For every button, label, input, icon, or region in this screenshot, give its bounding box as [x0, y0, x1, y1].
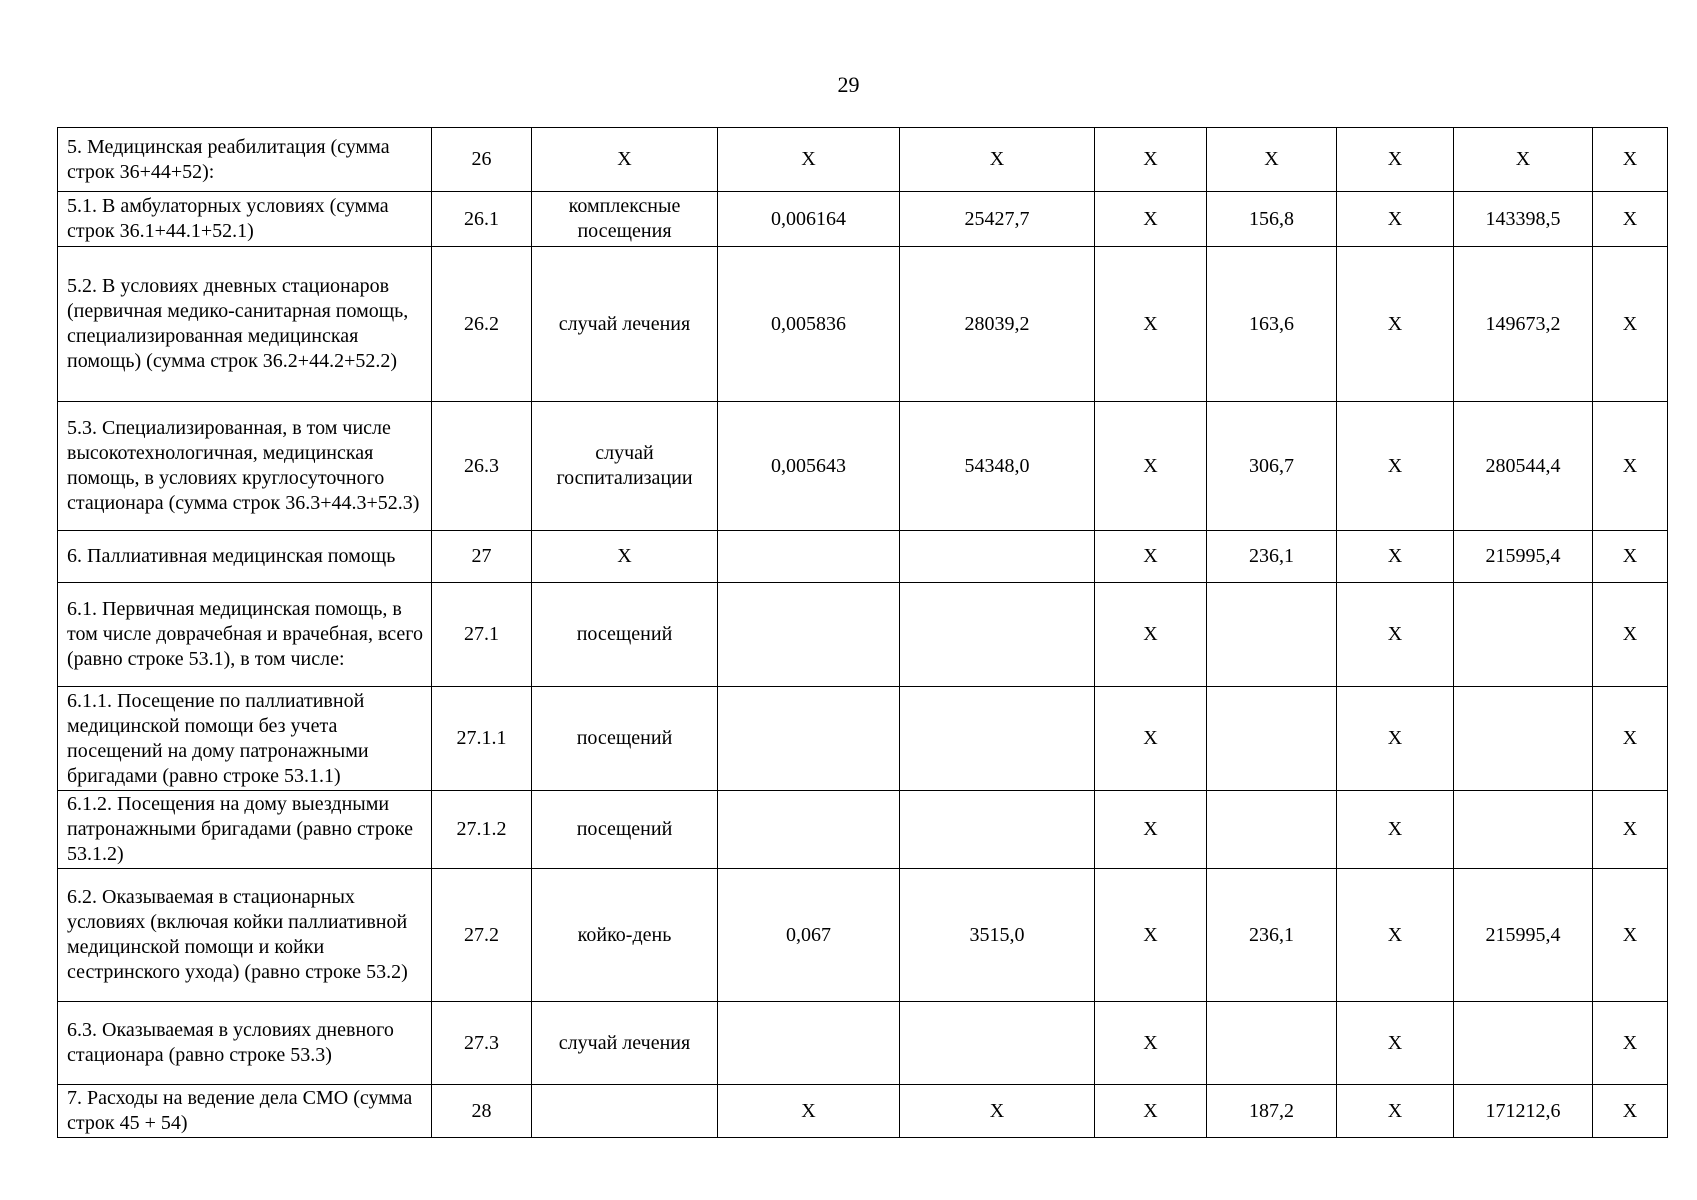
page-number: 29 [837, 72, 860, 97]
value-cell: Х [1337, 531, 1454, 583]
row-name-cell: 7. Расходы на ведение дела СМО (сумма строк 45 + 54) [58, 1085, 432, 1138]
value-cell: Х [1337, 791, 1454, 869]
value-cell [1207, 1002, 1337, 1085]
unit-cell: койко-день [532, 869, 718, 1002]
cost-cell: Х [900, 128, 1095, 192]
unit-cell: комплексные посещения [532, 192, 718, 247]
value-cell [1454, 583, 1593, 687]
row-name-cell: 6.1.1. Посещение по паллиативной медицинской помощи без учета посещений на дому патронажными бригадами (равно строке 53.1.1) [58, 687, 432, 791]
volume-cell: 0,005643 [718, 402, 900, 531]
value-cell: Х [1095, 192, 1207, 247]
value-cell [1454, 1002, 1593, 1085]
volume-cell: 0,006164 [718, 192, 900, 247]
table-row [58, 583, 1668, 687]
value-cell: Х [1337, 687, 1454, 791]
table-row [58, 1002, 1668, 1085]
unit-cell: Х [532, 531, 718, 583]
value-cell: Х [1593, 583, 1668, 687]
value-cell: Х [1593, 791, 1668, 869]
cost-cell [900, 687, 1095, 791]
value-cell: Х [1337, 1085, 1454, 1138]
value-cell: 187,2 [1207, 1085, 1337, 1138]
row-name-cell: 6. Паллиативная медицинская помощь [58, 531, 432, 583]
cost-cell: 28039,2 [900, 247, 1095, 402]
cost-cell [900, 583, 1095, 687]
cost-cell [900, 1002, 1095, 1085]
value-cell: 171212,6 [1454, 1085, 1593, 1138]
line-number-cell: 26.1 [432, 192, 532, 247]
value-cell: Х [1337, 583, 1454, 687]
value-cell: Х [1095, 687, 1207, 791]
cost-cell: 54348,0 [900, 402, 1095, 531]
value-cell: 306,7 [1207, 402, 1337, 531]
value-cell: Х [1337, 128, 1454, 192]
volume-cell: Х [718, 128, 900, 192]
cost-cell [900, 531, 1095, 583]
row-name-cell: 6.1.2. Посещения на дому выездными патронажными бригадами (равно строке 53.1.2) [58, 791, 432, 869]
volume-cell [718, 687, 900, 791]
value-cell: Х [1095, 531, 1207, 583]
table-row [58, 687, 1668, 791]
value-cell: 236,1 [1207, 869, 1337, 1002]
value-cell: 236,1 [1207, 531, 1337, 583]
value-cell: Х [1454, 128, 1593, 192]
value-cell: Х [1207, 128, 1337, 192]
volume-cell: 0,005836 [718, 247, 900, 402]
volume-cell: 0,067 [718, 869, 900, 1002]
value-cell: 156,8 [1207, 192, 1337, 247]
table-row [58, 1085, 1668, 1138]
line-number-cell: 27.1.2 [432, 791, 532, 869]
line-number-cell: 27.1.1 [432, 687, 532, 791]
value-cell: 163,6 [1207, 247, 1337, 402]
line-number-cell: 26.3 [432, 402, 532, 531]
row-name-cell: 5.2. В условиях дневных стационаров (первичная медико-санитарная помощь, специализированная медицинская помощь) (сумма строк 36.2+44.2+52.2) [58, 247, 432, 402]
cost-cell: 3515,0 [900, 869, 1095, 1002]
line-number-cell: 27.2 [432, 869, 532, 1002]
unit-cell: случай лечения [532, 1002, 718, 1085]
value-cell: Х [1095, 1085, 1207, 1138]
line-number-cell: 26.2 [432, 247, 532, 402]
value-cell: Х [1337, 402, 1454, 531]
table-row [58, 247, 1668, 402]
value-cell: 280544,4 [1454, 402, 1593, 531]
volume-cell [718, 531, 900, 583]
cost-cell [900, 791, 1095, 869]
value-cell: Х [1593, 247, 1668, 402]
value-cell: Х [1593, 128, 1668, 192]
line-number-cell: 28 [432, 1085, 532, 1138]
line-number-cell: 27.3 [432, 1002, 532, 1085]
line-number-cell: 27.1 [432, 583, 532, 687]
unit-cell [532, 1085, 718, 1138]
value-cell: Х [1095, 402, 1207, 531]
value-cell: Х [1095, 869, 1207, 1002]
value-cell: Х [1593, 192, 1668, 247]
cost-cell: Х [900, 1085, 1095, 1138]
table-row [58, 128, 1668, 192]
row-name-cell: 5.3. Специализированная, в том числе высокотехнологичная, медицинская помощь, в условиях круглосуточного стационара (сумма строк 36.3+44.3+52.3) [58, 402, 432, 531]
row-name-cell: 5. Медицинская реабилитация (сумма строк 36+44+52): [58, 128, 432, 192]
value-cell: Х [1095, 128, 1207, 192]
unit-cell: посещений [532, 791, 718, 869]
value-cell: Х [1593, 869, 1668, 1002]
table-row [58, 402, 1668, 531]
value-cell [1454, 687, 1593, 791]
table-row [58, 192, 1668, 247]
row-name-cell: 6.2. Оказываемая в стационарных условиях (включая койки паллиативной медицинской помощи и койки сестринского ухода) (равно строке 53.2) [58, 869, 432, 1002]
volume-cell [718, 1002, 900, 1085]
value-cell: Х [1095, 247, 1207, 402]
value-cell [1207, 583, 1337, 687]
value-cell [1454, 791, 1593, 869]
unit-cell: случай лечения [532, 247, 718, 402]
value-cell: Х [1593, 402, 1668, 531]
value-cell: Х [1095, 1002, 1207, 1085]
volume-cell [718, 583, 900, 687]
value-cell: 149673,2 [1454, 247, 1593, 402]
value-cell: Х [1337, 192, 1454, 247]
value-cell: Х [1593, 1085, 1668, 1138]
value-cell: Х [1593, 531, 1668, 583]
line-number-cell: 26 [432, 128, 532, 192]
row-name-cell: 6.1. Первичная медицинская помощь, в том числе доврачебная и врачебная, всего (равно строке 53.1), в том числе: [58, 583, 432, 687]
value-cell: Х [1095, 583, 1207, 687]
line-number-cell: 27 [432, 531, 532, 583]
value-cell: Х [1337, 1002, 1454, 1085]
value-cell: 215995,4 [1454, 869, 1593, 1002]
value-cell [1207, 687, 1337, 791]
value-cell: 143398,5 [1454, 192, 1593, 247]
unit-cell: посещений [532, 583, 718, 687]
cost-cell: 25427,7 [900, 192, 1095, 247]
value-cell: Х [1337, 247, 1454, 402]
unit-cell: случай госпитализации [532, 402, 718, 531]
value-cell: Х [1095, 791, 1207, 869]
row-name-cell: 5.1. В амбулаторных условиях (сумма строк 36.1+44.1+52.1) [58, 192, 432, 247]
value-cell: Х [1337, 869, 1454, 1002]
unit-cell: посещений [532, 687, 718, 791]
volume-cell [718, 791, 900, 869]
value-cell [1207, 791, 1337, 869]
volume-cell: Х [718, 1085, 900, 1138]
value-cell: Х [1593, 1002, 1668, 1085]
unit-cell: Х [532, 128, 718, 192]
value-cell: 215995,4 [1454, 531, 1593, 583]
value-cell: Х [1593, 687, 1668, 791]
data-table [57, 127, 1668, 1138]
table-row [58, 791, 1668, 869]
table-row [58, 869, 1668, 1002]
table-row [58, 531, 1668, 583]
row-name-cell: 6.3. Оказываемая в условиях дневного стационара (равно строке 53.3) [58, 1002, 432, 1085]
